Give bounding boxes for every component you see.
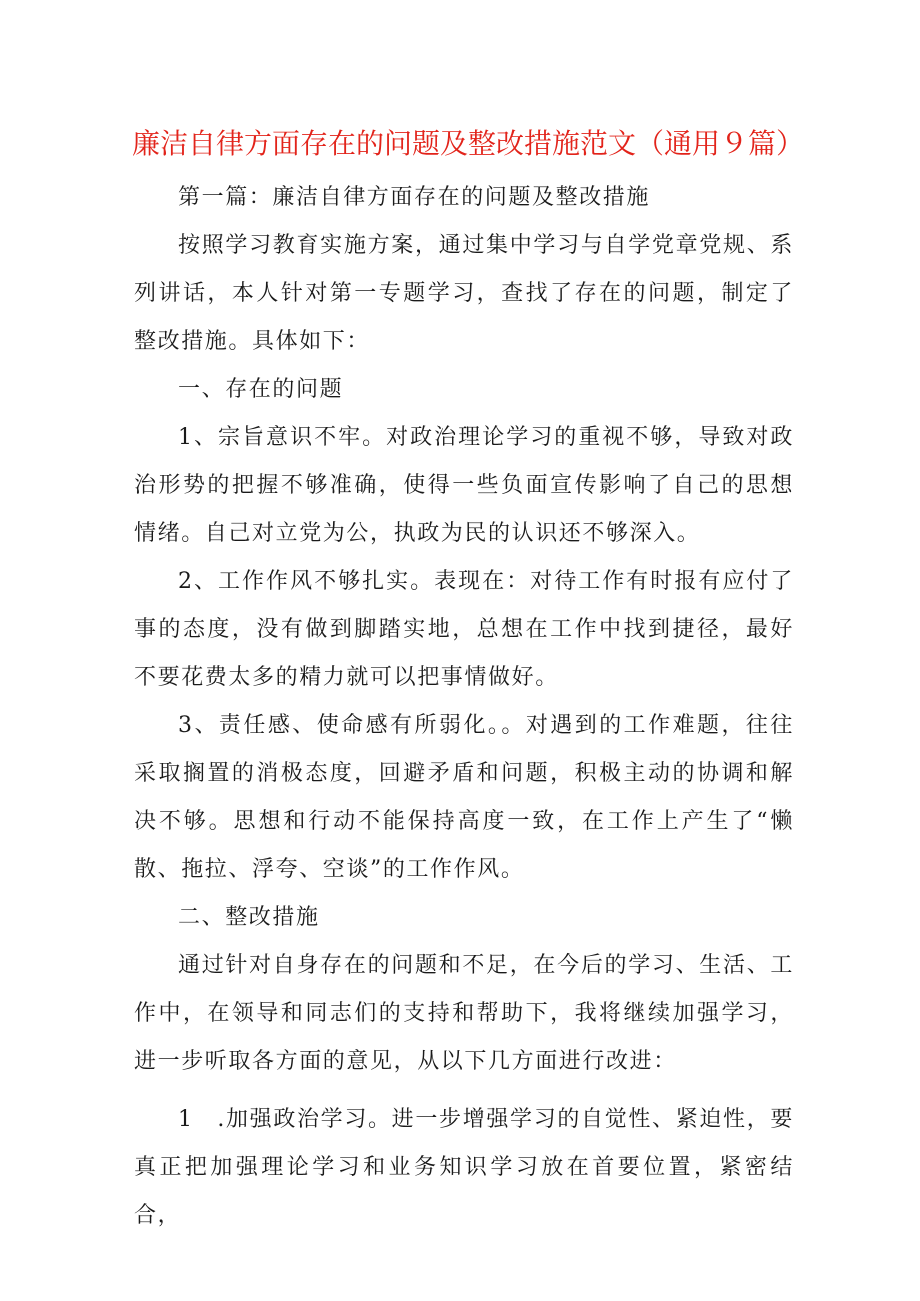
section-heading-first-article: 第一篇：廉洁自律方面存在的问题及整改措施 xyxy=(178,185,651,210)
document-title: 廉洁自律方面存在的问题及整改措施范文（通用９篇） xyxy=(132,127,805,160)
section-heading-measures: 二、整改措施 xyxy=(178,905,320,930)
document-body xyxy=(134,174,794,1240)
problem-item-3: 3、责任感、使命感有所弱化。。对遇到的工作难题，往往采取搁置的消极态度，回避矛盾和问题，积极主动的协调和解决不够。思想和行动不能保持高度一致，在工作上产生了“懒散、拖拉、浮夸、空谈”的工作作风。 xyxy=(134,713,794,882)
problem-item-1: 1、宗旨意识不牢。对政治理论学习的重视不够，导致对政治形势的把握不够准确，使得一些负面宣传影响了自己的思想情绪。自己对立党为公，执政为民的认识还不够深入。 xyxy=(134,425,794,546)
problem-item-2: 2、工作作风不够扎实。表现在：对待工作有时报有应付了事的态度，没有做到脚踏实地，总想在工作中找到捷径，最好不要花费太多的精力就可以把事情做好。 xyxy=(134,569,794,690)
measures-intro-paragraph: 通过针对自身存在的问题和不足，在今后的学习、生活、工作中，在领导和同志们的支持和帮助下，我将继续加强学习，进一步听取各方面的意见，从以下几方面进行改进： xyxy=(134,953,794,1074)
section-heading-problems: 一、存在的问题 xyxy=(178,377,344,402)
measure-item-1: 1 .加强政治学习。进一步增强学习的自觉性、紧迫性，要真正把加强理论学习和业务知识学习放在首要位置，紧密结合， xyxy=(134,1107,794,1228)
intro-paragraph: 按照学习教育实施方案，通过集中学习与自学党章党规、系列讲话，本人针对第一专题学习，查找了存在的问题，制定了整改措施。具体如下： xyxy=(134,233,794,354)
